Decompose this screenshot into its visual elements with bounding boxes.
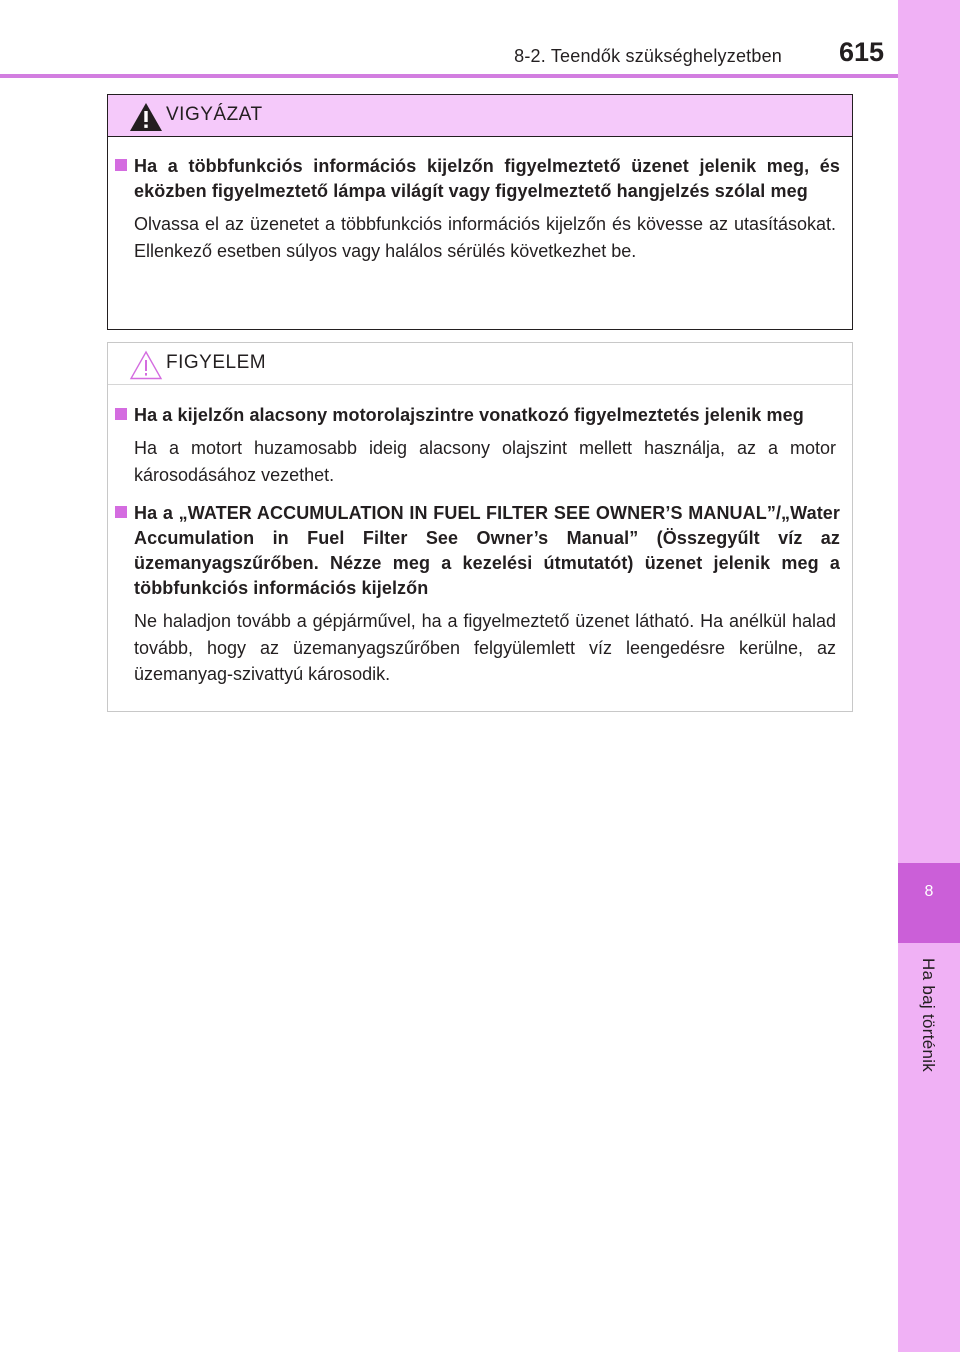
warning-item-body: Olvassa el az üzenetet a többfunkciós információs kijelzőn és kövesse az utasításokat. Ellenkező esetben súlyos vagy halálos sérülés következhet be. xyxy=(134,214,836,261)
warning-box xyxy=(107,94,853,330)
bullet-square-icon xyxy=(115,506,127,518)
page-number: 615 xyxy=(838,37,884,67)
warning-item-heading: Ha a többfunkciós információs kijelzőn figyelmeztető üzenet jelenik meg, és eközben figyelmeztető lámpa világít vagy figyelmeztető hangjelzés szólal meg xyxy=(134,156,840,201)
warning-box-header xyxy=(108,95,852,137)
notice-item-body: Ha a motort huzamosabb ideig alacsony olajszint mellett használja, az a motor károsodásához vezethet. xyxy=(134,438,836,485)
warning-item xyxy=(108,154,852,264)
section-title: 8-2. Teendők szükséghelyzetben xyxy=(514,46,782,66)
notice-box-title: FIGYELEM xyxy=(166,352,267,373)
notice-item xyxy=(108,403,852,488)
chapter-title: Ha baj történik xyxy=(919,958,938,1073)
warning-box-title: VIGYÁZAT xyxy=(166,104,263,125)
chapter-number-box xyxy=(898,863,960,943)
warning-triangle-icon xyxy=(128,101,164,133)
notice-box xyxy=(107,342,853,712)
chapter-side-tab xyxy=(898,0,960,1352)
bullet-square-icon xyxy=(115,159,127,171)
bullet-square-icon xyxy=(115,408,127,420)
notice-item xyxy=(108,501,852,688)
header-divider xyxy=(0,74,898,78)
notice-item-heading: Ha a „WATER ACCUMULATION IN FUEL FILTER SEE OWNER’S MANUAL”/„Water Accumulation in Fuel Filter See Owner’s Manual” (Összegyűlt víz az üzemanyagszűrőben. Nézze meg a kezelési útmutatót) üzenet jelenik meg a többfunkciós információs kijelzőn xyxy=(134,503,840,598)
notice-item-heading: Ha a kijelzőn alacsony motorolajszintre vonatkozó figyelmeztetés jelenik meg xyxy=(134,405,804,425)
notice-triangle-icon xyxy=(128,349,164,381)
notice-item-body: Ne haladjon tovább a gépjárművel, ha a figyelmeztető üzenet látható. Ha anélkül halad tovább, hogy az üzemanyagszűrőben felgyülemlett víz leengedésre kerülne, az üzemanyag-szivattyú károsodik. xyxy=(134,611,836,684)
notice-box-header xyxy=(108,343,852,385)
chapter-number: 8 xyxy=(924,883,934,900)
